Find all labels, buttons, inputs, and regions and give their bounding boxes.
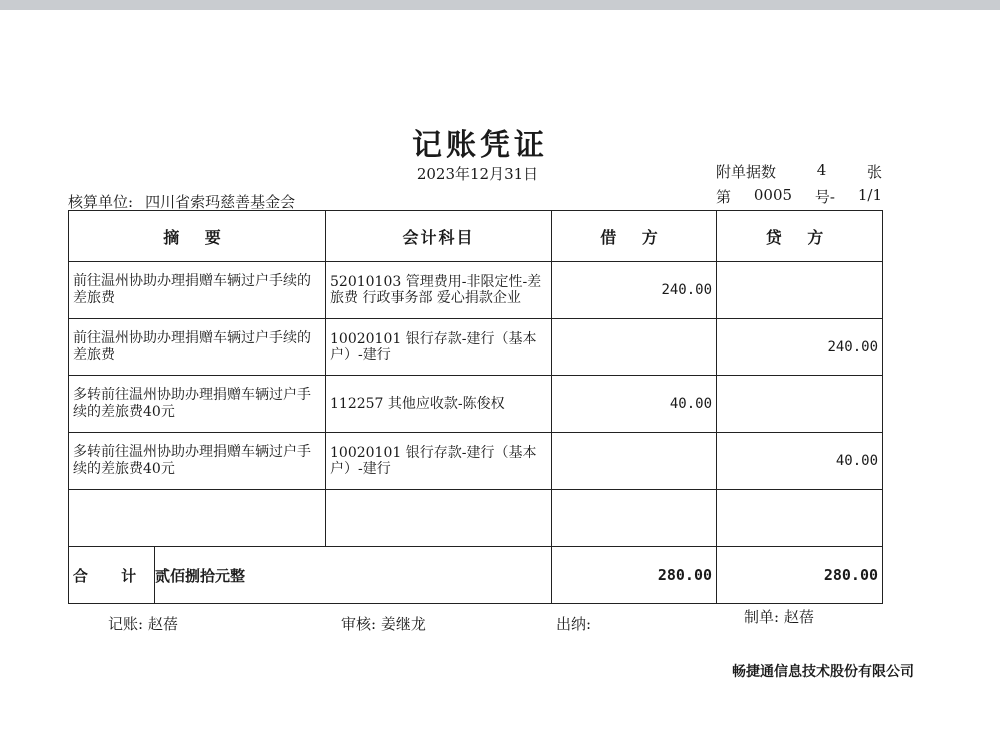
voucher-table	[68, 210, 883, 604]
bookkeeper-name: 赵蓓	[147, 615, 178, 633]
voucher-number-suffix: 号-	[814, 188, 835, 206]
table-row	[69, 376, 883, 433]
bookkeeper-signature	[108, 613, 178, 634]
header-debit: 借 方	[552, 211, 717, 262]
accounting-unit	[68, 191, 295, 212]
attachments-row	[716, 161, 882, 182]
voucher-page: 1/1	[857, 186, 882, 204]
table-row	[69, 319, 883, 376]
header-summary: 摘 要	[69, 211, 326, 262]
entry-credit: 40.00	[717, 433, 883, 490]
entry-credit: 240.00	[717, 319, 883, 376]
entry-account: 52010103 管理费用-非限定性-差旅费 行政事务部 爱心捐款企业	[326, 262, 552, 319]
bookkeeper-label: 记账:	[108, 615, 144, 633]
total-credit: 280.00	[717, 547, 883, 604]
entry-debit: 240.00	[552, 262, 717, 319]
preparer-signature	[744, 606, 814, 627]
total-amount-words: 贰佰捌拾元整	[155, 547, 552, 604]
header-account: 会计科目	[326, 211, 552, 262]
voucher-number-row	[716, 186, 882, 207]
total-row	[69, 547, 883, 604]
unit-label: 核算单位:	[68, 193, 134, 211]
scan-edge	[0, 0, 1000, 10]
entry-credit	[717, 262, 883, 319]
page-title: 记账凭证	[412, 128, 548, 163]
table-header-row	[69, 211, 883, 262]
table-row	[69, 262, 883, 319]
attachments-unit: 张	[866, 163, 882, 181]
cashier-signature	[556, 613, 591, 634]
total-debit: 280.00	[552, 547, 717, 604]
entry-summary: 多转前往温州协助办理捐赠车辆过户手续的差旅费40元	[69, 433, 326, 490]
table-row	[69, 433, 883, 490]
entry-debit	[552, 433, 717, 490]
preparer-label: 制单:	[744, 608, 780, 626]
attachments-count: 4	[816, 161, 827, 179]
cashier-label: 出纳:	[556, 615, 592, 633]
preparer-name: 赵蓓	[783, 608, 814, 626]
entry-debit: 40.00	[552, 376, 717, 433]
empty-row	[69, 490, 883, 547]
entry-account: 10020101 银行存款-建行（基本户）-建行	[326, 433, 552, 490]
reviewer-label: 审核:	[341, 615, 377, 633]
entry-debit	[552, 319, 717, 376]
voucher-number-prefix: 第	[716, 188, 732, 206]
reviewer-signature	[341, 613, 426, 634]
software-company: 畅捷通信息技术股份有限公司	[732, 664, 914, 680]
entry-summary: 前往温州协助办理捐赠车辆过户手续的差旅费	[69, 319, 326, 376]
unit-name: 四川省索玛慈善基金会	[145, 193, 296, 211]
entry-summary: 多转前往温州协助办理捐赠车辆过户手续的差旅费40元	[69, 376, 326, 433]
entry-account: 10020101 银行存款-建行（基本户）-建行	[326, 319, 552, 376]
header-credit: 贷 方	[717, 211, 883, 262]
voucher-date: 2023年12月31日	[416, 165, 539, 183]
attachments-label: 附单据数	[716, 163, 777, 181]
voucher-number: 0005	[753, 186, 793, 204]
entry-summary: 前往温州协助办理捐赠车辆过户手续的差旅费	[69, 262, 326, 319]
entry-account: 112257 其他应收款-陈俊权	[326, 376, 552, 433]
entry-credit	[717, 376, 883, 433]
total-label: 合 计	[69, 547, 155, 604]
reviewer-name: 姜继龙	[380, 615, 426, 633]
